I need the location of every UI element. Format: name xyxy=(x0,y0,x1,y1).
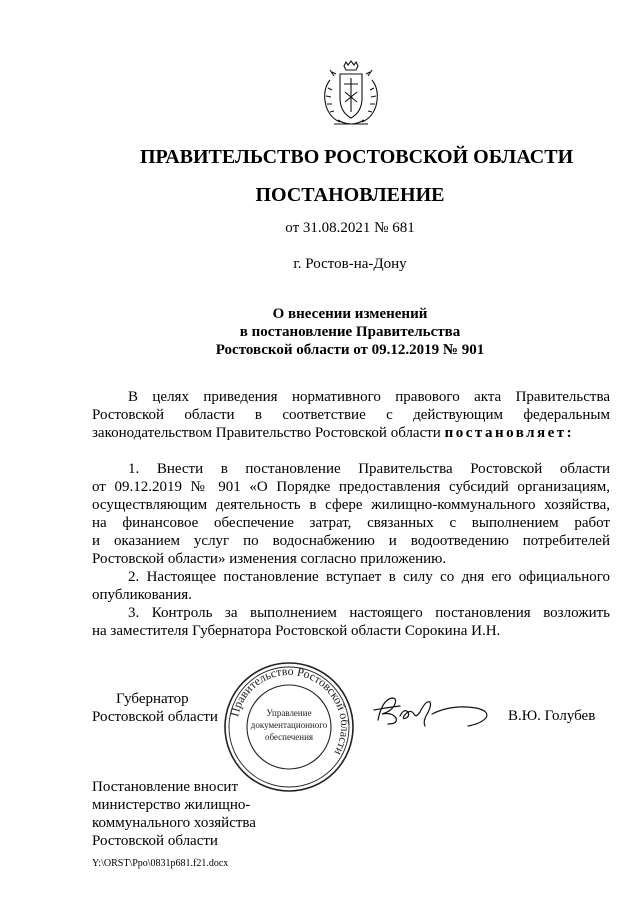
text-line: на заместителя Губернатора Ростовской области Сорокина И.Н. xyxy=(92,623,501,639)
signatory-position xyxy=(92,690,218,726)
stamp-inner-text: документационного xyxy=(250,720,328,730)
position-line: Ростовской области xyxy=(92,709,218,725)
text-line: 3. Контроль за выполнением настоящего постановления возложить xyxy=(128,605,610,621)
note-line: министерство жилищно- xyxy=(92,797,251,813)
preamble-last-text: законодательством Правительство Ростовской области xyxy=(92,425,441,441)
position-line: Губернатор xyxy=(116,691,189,707)
official-stamp xyxy=(222,660,356,794)
subject-line: Ростовской области от 09.12.2019 № 901 xyxy=(215,342,485,358)
text-line: 2. Настоящее постановление вступает в силу со дня его официального xyxy=(128,569,610,585)
document-type: ПОСТАНОВЛЕНИЕ xyxy=(255,184,445,206)
document-date-number: от 31.08.2021 № 681 xyxy=(285,220,415,236)
note-line: Ростовской области xyxy=(92,833,218,849)
signer-name: В.Ю. Голубев xyxy=(508,708,596,724)
text-line: опубликования. xyxy=(92,587,192,603)
text-line: Ростовской области в соответствие с действующим федеральным xyxy=(92,407,610,423)
text-line: Ростовской области» изменения согласно приложению. xyxy=(92,551,447,567)
preamble-paragraph xyxy=(92,388,610,442)
government-title: ПРАВИТЕЛЬСТВО РОСТОВСКОЙ ОБЛАСТИ xyxy=(140,146,574,168)
document-city: г. Ростов-на-Дону xyxy=(293,256,407,272)
text-line: и оказанием услуг по водоснабжению и водоотведению потребителей xyxy=(92,533,610,549)
decree-item-1 xyxy=(92,460,610,568)
subject-line: О внесении изменений xyxy=(272,306,428,322)
text-line: В целях приведения нормативного правового акта Правительства xyxy=(128,389,610,405)
coat-of-arms-emblem xyxy=(318,60,384,130)
text-line xyxy=(92,424,610,442)
note-line: коммунального хозяйства xyxy=(92,815,256,831)
file-path: Y:\ORST\Ppo\0831p681.f21.docx xyxy=(92,858,229,869)
text-line: осуществляющим деятельность в сфере жилищно-коммунального хозяйства, xyxy=(92,497,610,513)
stamp-ring-text: Правительство Ростовской области xyxy=(227,663,353,758)
handwritten-signature xyxy=(370,690,500,730)
stamp-inner-text: Управление xyxy=(266,708,312,718)
submitting-note xyxy=(92,778,256,850)
subject-line: в постановление Правительства xyxy=(239,324,461,340)
decree-word: постановляет: xyxy=(444,425,575,441)
text-line: на финансовое обеспечение затрат, связанных с выполнением работ xyxy=(92,515,610,531)
decree-item-3 xyxy=(92,604,610,640)
note-line: Постановление вносит xyxy=(92,779,239,795)
decree-item-2 xyxy=(92,568,610,604)
stamp-inner-text: обеспечения xyxy=(264,732,314,742)
text-line: 1. Внести в постановление Правительства Ростовской области xyxy=(128,461,610,477)
text-line: от 09.12.2019 № 901 «О Порядке предоставления субсидий организациям, xyxy=(92,479,610,495)
